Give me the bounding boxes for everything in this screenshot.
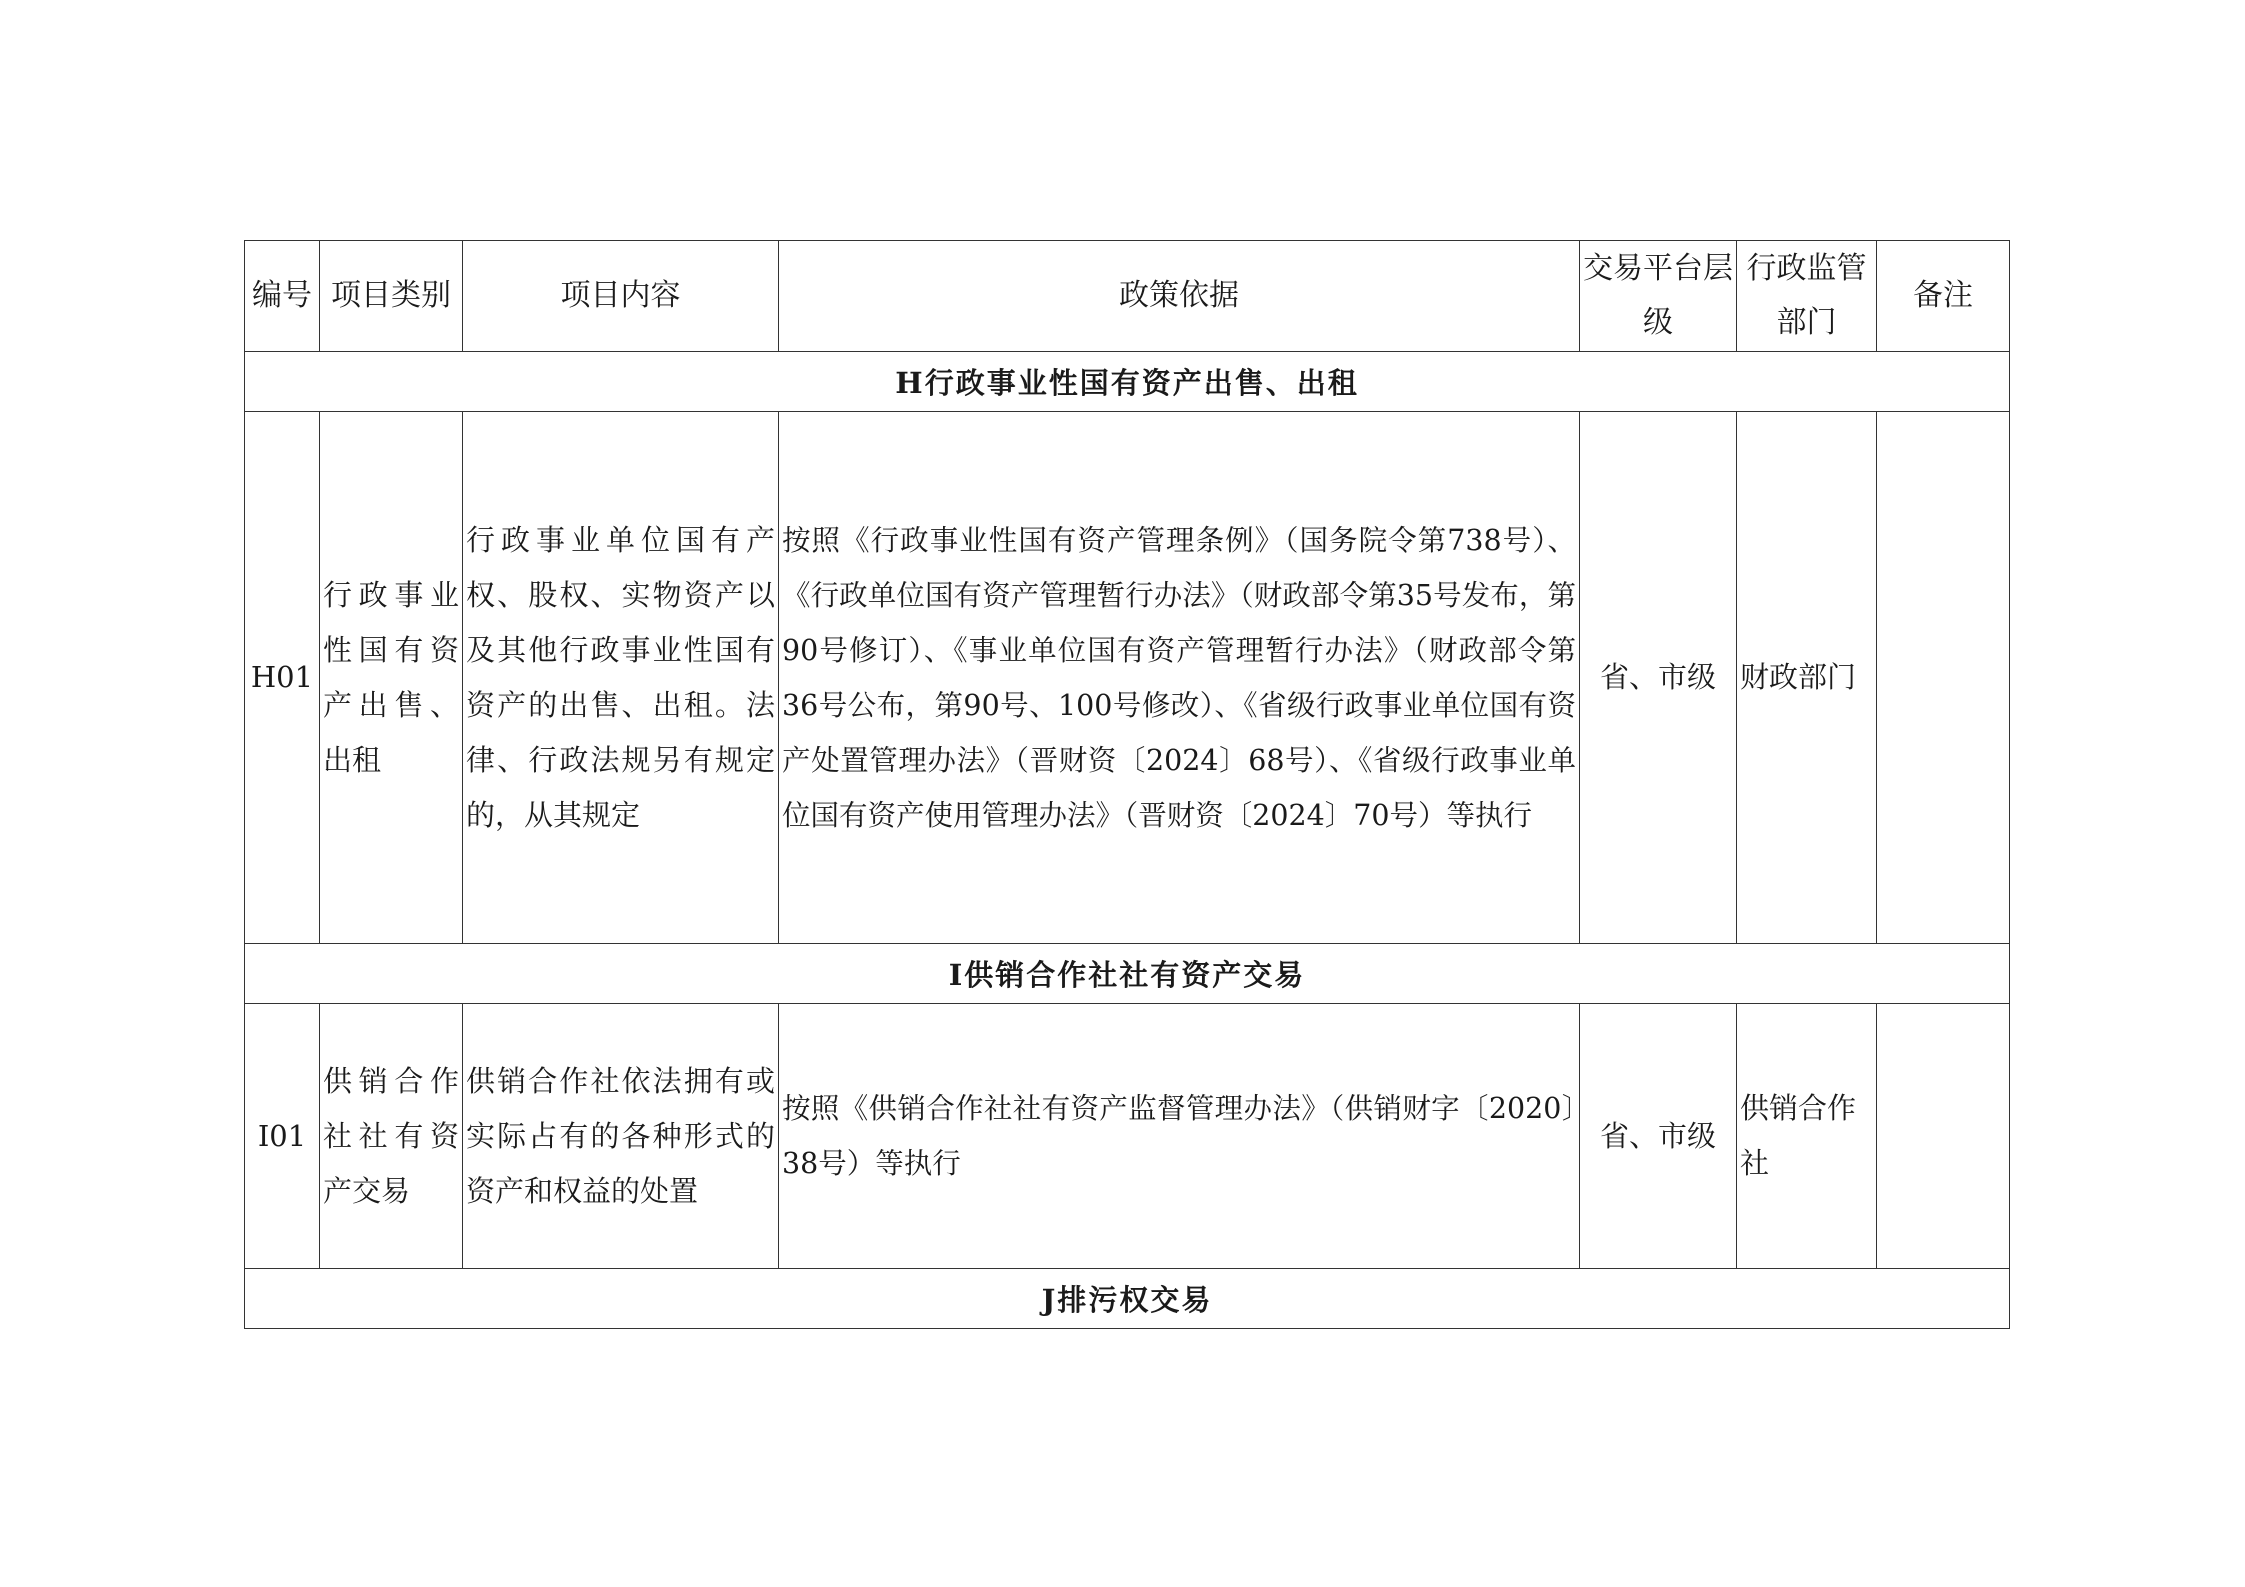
cell-remark	[1877, 412, 2010, 944]
cell-code: I01	[245, 1004, 320, 1269]
header-content: 项目内容	[463, 241, 779, 352]
cell-platform-level: 省、市级	[1580, 1004, 1737, 1269]
policy-table	[244, 240, 2010, 1329]
cell-code: H01	[245, 412, 320, 944]
cell-content: 行政事业单位国有产权、股权、实物资产以及其他行政事业性国有资产的出售、出租。法律、行政法规另有规定的，从其规定	[463, 412, 779, 944]
header-code: 编号	[245, 241, 320, 352]
cell-department: 财政部门	[1737, 412, 1877, 944]
section-row-i	[245, 944, 2010, 1004]
cell-platform-level: 省、市级	[1580, 412, 1737, 944]
cell-remark	[1877, 1004, 2010, 1269]
cell-category: 供销合作社社有资产交易	[320, 1004, 463, 1269]
header-basis: 政策依据	[779, 241, 1580, 352]
cell-basis: 按照《供销合作社社有资产监督管理办法》（供销财字〔2020〕38号）等执行	[779, 1004, 1580, 1269]
header-category: 项目类别	[320, 241, 463, 352]
section-title: J排污权交易	[245, 1269, 2010, 1329]
cell-basis: 按照《行政事业性国有资产管理条例》（国务院令第738号）、《行政单位国有资产管理暂行办法》（财政部令第35号发布，第90号修订）、《事业单位国有资产管理暂行办法》（财政部令第36号公布，第90号、100号修改）、《省级行政事业单位国有资产处置管理办法》（晋财资〔2024〕68号）、《省级行政事业单位国有资产使用管理办法》（晋财资〔2024〕70号）等执行	[779, 412, 1580, 944]
table-row	[245, 412, 2010, 944]
section-row-h	[245, 352, 2010, 412]
section-title: H行政事业性国有资产出售、出租	[245, 352, 2010, 412]
table-row	[245, 1004, 2010, 1269]
cell-content: 供销合作社依法拥有或实际占有的各种形式的资产和权益的处置	[463, 1004, 779, 1269]
header-platform-level: 交易平台层级	[1580, 241, 1737, 352]
header-remark: 备注	[1877, 241, 2010, 352]
cell-department: 供销合作社	[1737, 1004, 1877, 1269]
cell-category: 行政事业性国有资产出售、出租	[320, 412, 463, 944]
section-title: I供销合作社社有资产交易	[245, 944, 2010, 1004]
header-department: 行政监管部门	[1737, 241, 1877, 352]
table-header-row	[245, 241, 2010, 352]
section-row-j	[245, 1269, 2010, 1329]
